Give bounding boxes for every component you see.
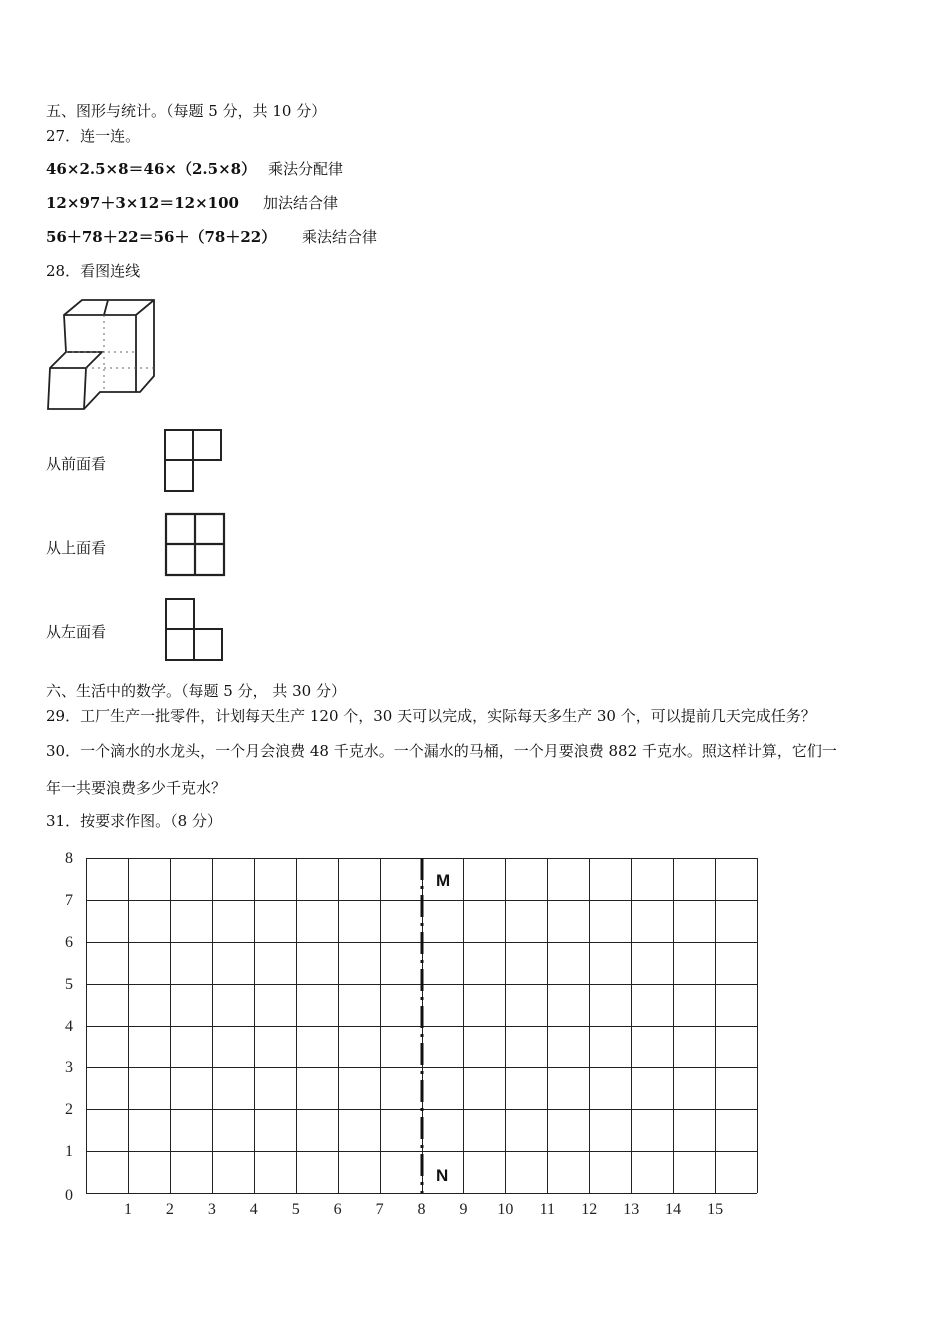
q31-text: 31．按要求作图。（8 分）	[46, 812, 222, 830]
q29-text: 29．工厂生产一批零件，计划每天生产 120 个，30 天可以完成，实际每天多生产 30 个，可以提前几天完成任务？	[46, 707, 816, 725]
y-tick-label: 8	[65, 850, 73, 867]
q27-expr-2: 12×97＋3×12＝12×100	[46, 194, 239, 212]
left-view-figure[interactable]	[164, 597, 226, 663]
y-tick-label: 5	[65, 975, 73, 993]
y-tick-label: 6	[65, 933, 73, 951]
q30-text-line2: 年一共要浪费多少千克水？	[46, 779, 227, 797]
q30-text-line1: 30．一个滴水的水龙头，一个月会浪费 48 千克水。一个漏水的马桶，一个月要浪费 882 千克水。照这样计算，它们一	[46, 742, 837, 760]
y-tick-label: 2	[65, 1101, 73, 1119]
q27-expr-3: 56＋78＋22＝56＋（78＋22）	[46, 228, 277, 246]
point-n-label: N	[436, 1166, 449, 1185]
view-label-top: 从上面看	[46, 539, 107, 557]
view-label-left: 从左面看	[46, 623, 107, 641]
y-tick-label: 1	[65, 1143, 73, 1161]
x-tick-label: 3	[207, 1201, 216, 1218]
top-view-figure[interactable]	[164, 512, 228, 578]
x-tick-label: 8	[417, 1201, 426, 1218]
x-tick-label: 9	[459, 1201, 468, 1218]
x-tick-label: 4	[249, 1201, 258, 1218]
x-tick-label: 15	[707, 1201, 724, 1218]
symmetry-axis-dashed-line	[419, 858, 425, 1193]
point-m-label: M	[436, 871, 451, 890]
q28-title: 28．看图连线	[46, 262, 141, 280]
x-tick-label: 12	[581, 1201, 598, 1218]
q27-law-3: 乘法结合律	[302, 228, 378, 246]
x-tick-label: 2	[165, 1201, 174, 1218]
x-tick-label: 13	[623, 1201, 640, 1218]
y-tick-label: 3	[65, 1059, 73, 1077]
q27-law-2: 加法结合律	[263, 194, 339, 212]
view-label-front: 从前面看	[46, 455, 107, 473]
q27-law-1: 乘法分配律	[268, 160, 344, 178]
x-tick-label: 1	[123, 1201, 132, 1218]
x-tick-label: 14	[665, 1201, 682, 1218]
cube-figure	[44, 296, 159, 412]
q27-title: 27．连一连。	[46, 127, 141, 145]
y-tick-label: 7	[65, 891, 73, 909]
q27-expr-1: 46×2.5×8＝46×（2.5×8）	[46, 160, 257, 178]
x-tick-label: 6	[333, 1201, 342, 1218]
grid-vertical-line	[757, 858, 758, 1193]
x-tick-label: 11	[539, 1201, 556, 1218]
front-view-figure[interactable]	[163, 428, 225, 494]
y-tick-label: 4	[65, 1017, 73, 1035]
x-tick-label: 5	[291, 1201, 300, 1218]
section5-heading: 五、图形与统计。（每题 5 分，共 10 分）	[46, 102, 327, 120]
y-tick-label: 0	[65, 1187, 73, 1204]
grid-horizontal-line	[86, 1193, 757, 1194]
section6-heading: 六、生活中的数学。（每题 5 分， 共 30 分）	[46, 682, 346, 700]
x-tick-label: 10	[497, 1201, 514, 1218]
x-tick-label: 7	[375, 1201, 384, 1218]
